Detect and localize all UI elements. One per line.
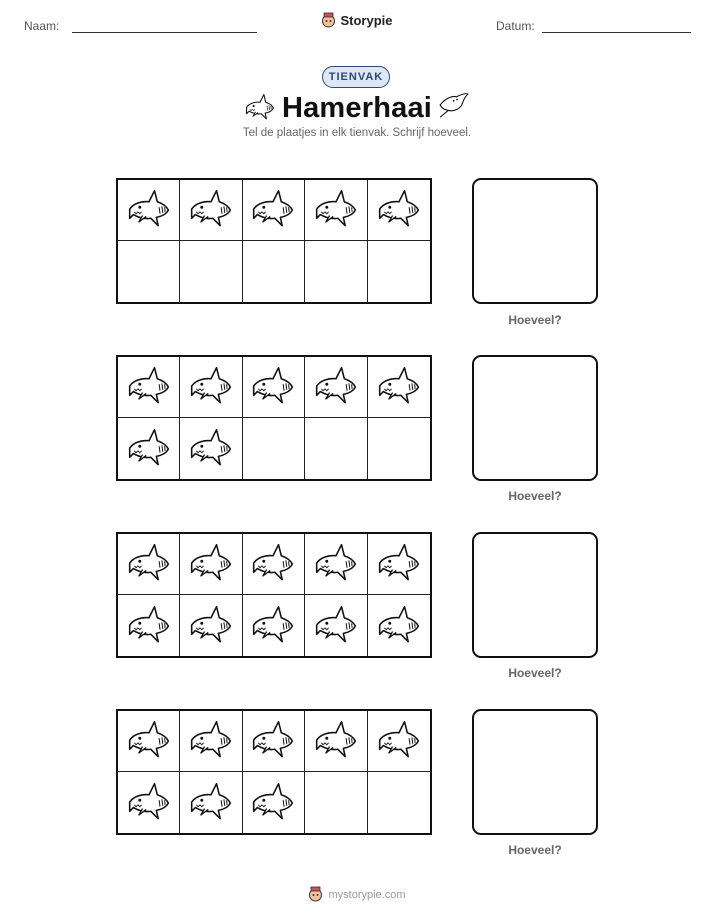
ten-frame-cell [368,595,430,656]
name-label: Naam: [24,19,60,33]
ten-frame-cell [368,241,430,302]
ten-frame-cell [243,534,305,595]
ten-frame-cell [305,772,367,833]
ten-frame-cell [180,595,242,656]
answer-label: Hoeveel? [508,666,562,680]
ten-frame-cell [118,595,180,656]
answer-label: Hoeveel? [508,313,562,327]
date-label: Datum: [496,19,535,33]
ten-frame-cell [368,534,430,595]
shark-icon [188,187,234,233]
ten-frame-cell [368,711,430,772]
shark-icon [188,364,234,410]
ten-frame-cell [243,772,305,833]
answer-box[interactable] [472,178,598,304]
ten-frame [116,178,432,304]
ten-frame-cell [243,180,305,241]
shark-icon [376,718,422,764]
ten-frame-cell [305,180,367,241]
ten-frame-cell [118,241,180,302]
footer [0,886,714,903]
shark-icon [376,541,422,587]
footer-url: mystorypie.com [328,888,406,901]
ten-frame [116,532,432,658]
worksheet-title: Hamerhaai [281,92,433,124]
brand [0,12,714,29]
shark-icon [376,603,422,649]
ten-frame-cell [305,595,367,656]
shark-icon [126,426,172,472]
shark-icon [313,364,359,410]
answer-box[interactable] [472,355,598,481]
ten-frame-cell [118,418,180,479]
shark-icon [126,187,172,233]
ten-frame-cell [368,772,430,833]
ten-frame-cell [180,241,242,302]
answer-label: Hoeveel? [508,843,562,857]
mascot-icon [308,886,323,903]
shark-icon [126,603,172,649]
ten-frame-cell [243,711,305,772]
ten-frame-cell [243,241,305,302]
ten-frame-cell [180,711,242,772]
shark-icon [188,718,234,764]
shark-icon [126,541,172,587]
shark-icon [126,364,172,410]
shark-icon [188,780,234,826]
ten-frame-cell [180,418,242,479]
shark-icon [313,603,359,649]
ten-frame-cell [243,357,305,418]
answer-box[interactable] [472,532,598,658]
ten-frame-cell [118,772,180,833]
shark-icon [313,541,359,587]
ten-frame-cell [118,534,180,595]
brand-name: Storypie [340,13,393,28]
name-line[interactable] [72,32,257,33]
instructions: Tel de plaatjes in elk tienvak. Schrijf hoeveel. [242,127,472,139]
shark-icon [126,780,172,826]
ten-frame-cell [180,357,242,418]
ten-frame-cell [305,418,367,479]
ten-frame-cell [180,180,242,241]
shark-icon [313,187,359,233]
ten-frame-cell [118,711,180,772]
ten-frame-cell [368,418,430,479]
ten-frame-cell [180,534,242,595]
ten-frame-cell [305,357,367,418]
ten-frame-cell [243,595,305,656]
shark-icon [188,541,234,587]
ten-frame-cell [118,357,180,418]
ten-frame-cell [368,180,430,241]
answer-box[interactable] [472,709,598,835]
shark-icon [188,603,234,649]
shark-icon [313,718,359,764]
shark-icon [250,603,296,649]
shark-icon [250,541,296,587]
shark-icon [250,187,296,233]
ten-frame-cell [305,711,367,772]
ten-frame-cell [118,180,180,241]
ten-frame-cell [305,241,367,302]
date-line[interactable] [542,32,691,33]
shark-icon [376,364,422,410]
ten-frame-cell [243,418,305,479]
ten-frame-cell [305,534,367,595]
ten-frame-cell [368,357,430,418]
shark-icon [250,780,296,826]
ten-frame [116,709,432,835]
shark-icon [250,364,296,410]
worksheet-type-badge: TIENVAK [322,66,390,88]
shark-icon [126,718,172,764]
ten-frame-cell [180,772,242,833]
ten-frame [116,355,432,481]
shark-icon [376,187,422,233]
stingray-icon [436,91,470,119]
shark-icon [188,426,234,472]
shark-icon [250,718,296,764]
answer-label: Hoeveel? [508,489,562,503]
mascot-icon [321,12,336,29]
